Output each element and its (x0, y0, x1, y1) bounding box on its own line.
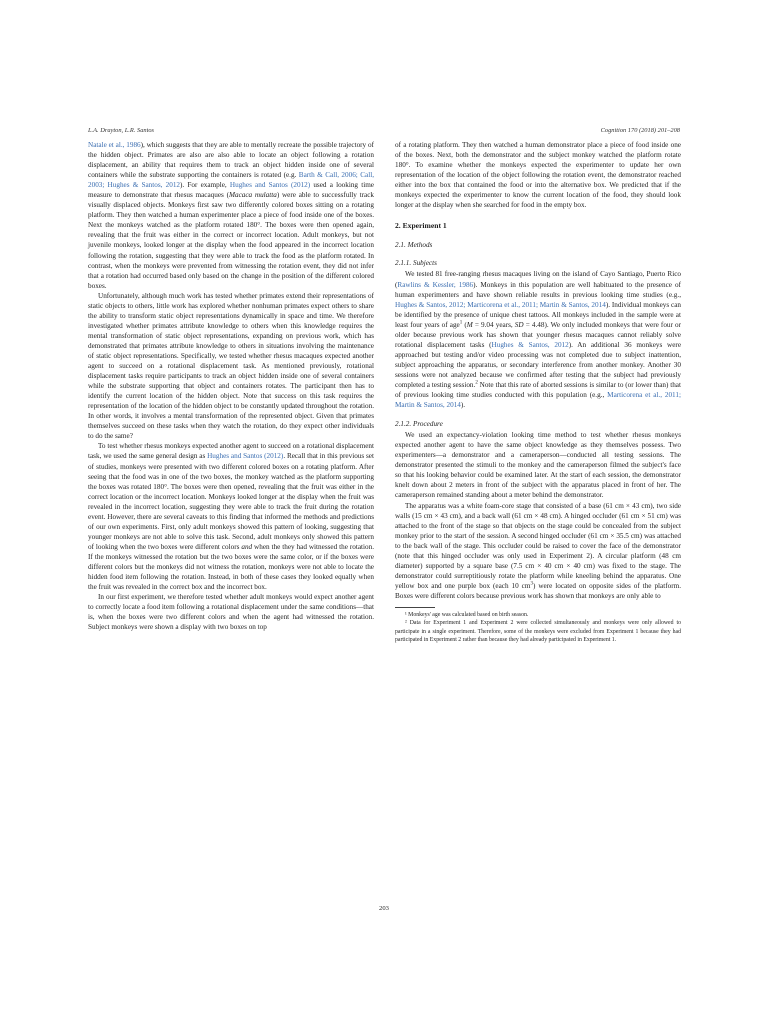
footnote-ref[interactable]: 2 (475, 380, 478, 386)
italic-text: M (466, 320, 473, 329)
page-number: 203 (379, 905, 389, 912)
italic-text: and (241, 542, 253, 551)
paragraph: Natale et al., 1986), which suggests that they are able to mentally recreate the possible trajectory of the hidden object. Primates are also are also able to locate an object following a rotation displacement, an ability that requires them to track an object hidden inside one of several containers while the substrate supporting the containers is rotated (e.g. Barth & Call, 2006; Call, 2003; Hughes & Santos, 2012). For example, Hughes and Santos (2012) used a looking time measure to demonstrate that rhesus macaques (Macaca mulatta) were able to successfully track visually displaced objects. Monkeys first saw two differently colored boxes sitting on a rotating platform. They then watched a human experimenter place a piece of food inside one of the boxes. Next the monkeys watched as the platform rotated 180°. The boxes were then opened again, revealing that the fruit was either in the correct or incorrect location. Adult monkeys, but not juvenile monkeys, looked longer at the display when the food appeared in the incorrect location following the rotation, suggesting that they were able to track the food as the platform rotated. In contrast, when the monkeys were prevented from witnessing the rotation event, they did not infer that a rotation had occurred based only based on the change in the position of the different colored boxes. (88, 141, 375, 290)
citation-link[interactable]: Rawlins & Kessler, 1986 (397, 280, 474, 289)
citation-link[interactable]: Hughes & Santos, 2012 (491, 340, 569, 349)
citation-link[interactable]: Marticorena et al., 2011; Martin & Santos, 2014 (395, 391, 681, 410)
subjects-heading: 2.1.1. Subjects (395, 259, 437, 268)
right-column (395, 140, 681, 645)
running-header-journal: Cognition 170 (2018) 201–208 (600, 127, 680, 134)
footnote: ¹ Monkeys' age was calculated based on birth season. (405, 611, 529, 618)
paragraph: The apparatus was a white foam-core stage that consisted of a base (61 cm × 43 cm), two side walls (15 cm × 43 cm), and a back wall (61 cm × 48 cm). A hinged occluder (61 cm × 51 cm) was attached to the front of the stage so that objects on the stage could be concealed from the subject monkey prior to the start of the session. A second hinged occluder (61 cm × 35.5 cm) was attached to the back wall of the stage. This occluder could be raised to cover the face of the demonstrator (note that this hinged occluder was only used in Experiment 2). A circular platform (48 cm diameter) supported by a square base (7.5 cm × 40 cm × 40 cm) was fixed to the stage. The demonstrator could surreptitiously rotate the platform while kneeling behind the apparatus. One yellow box and one purple box (each 10 $cm^3$) were located on opposite sides of the platform. Boxes were different colors because previous work has shown that monkeys are only able to (395, 501, 681, 600)
procedure-heading: 2.1.2. Procedure (395, 420, 443, 429)
footnote-ref[interactable]: 1 (459, 320, 463, 326)
citation-link[interactable]: Natale et al., 1986 (88, 141, 141, 149)
subsection-heading: 2.1. Methods (395, 241, 433, 250)
paragraph: We tested 81 free-ranging rhesus macaques living on the island of Cayo Santiago, Puerto Rico (Rawlins & Kessler, 1986). Monkeys in this population are well habituated to the presence of human experimenters and have shown reliable results in previous looking time studies (e.g., Hughes & Santos, 2012; Marticorena et al., 2011; Martin & Santos, 2014). Individual monkeys can be identified by the presence of unique chest tattoos. All monkeys included in the sample were at least four years of age$^1$ (M = 9.04 years, SD = 4.48). We only included monkeys that were four or older because previous work has shown that younger rhesus macaques cannot reliably solve rotational displacement tasks (Hughes & Santos, 2012). An additional 36 monkeys were approached but testing and/or video processing was not completed due to subject inattention, subject approaching the apparatus, or secondary interference from another monkey. Another 30 sessions were not analyzed because we confirmed after testing that the subject had previously completed a testing session.$^2$ Note that this rate of aborted sessions is similar to (or lower than) that of previous looking time studies conducted with this population (e.g., Marticorena et al., 2011; Martin & Santos, 2014). (395, 270, 682, 410)
paragraph: To test whether rhesus monkeys expected another agent to succeed on a rotational displacement task, we used the same general design as Hughes and Santos (2012). Recall that in this previous set of studies, monkeys were presented with two different colored boxes on a rotating platform. After seeing that the food was in one of the two boxes, the monkey watched as the platform supporting the boxes was rotated 180°. The boxes were then opened, revealing that the fruit was either in the correct location or the incorrect location. Monkeys looked longer at the display when the fruit was revealed in the incorrect location, suggesting they were able to track the fruit during the rotation event. However, there are several caveats to this finding that informed the methods and predictions of our own experiments. First, only adult monkeys showed this pattern of looking, suggesting that younger monkeys are not able to solve this task. Second, adult monkeys only showed this pattern of looking when the two boxes were different colors and when the they had witnessed the rotation. If the monkeys witnessed the rotation but the two boxes were the same color, or if the boxes were different colors but the monkeys did not witness the rotation, monkeys were not able to locate the hidden food item following the rotation. Instead, in both of these cases they looked equally when the fruit was revealed in the correct box and the incorrect box. (88, 442, 374, 592)
paragraph: Unfortunately, although much work has tested whether primates extend their representations of static objects to others, little work has explored whether nonhuman primates expect others to share the ability to transform static object representations dynamically in space and time. We therefore investigated whether primates attribute knowledge to others when this knowledge requires the mental transformation of static object representations, expanding on previous work, which has demonstrated that primates attribute knowledge to others in situations involving the maintenance of static object representations. Specifically, we tested whether rhesus macaques expected another agent to succeed on a rotational displacement task. As mentioned previously, rotational displacement tasks require participants to track an object hidden inside one of several containers while the substrate supporting that object and containers rotates. The participant then has to identify the current location of the hidden object. Note that success on this task requires the representation of the location of the hidden object to be constantly updated throughout the rotation. In other words, it involves a mental transformation of the represented object. Given that primates themselves succeed on these tasks when they watch the rotation, do they expect other individuals to do the same? (88, 291, 374, 441)
footnote-ref[interactable]: 3 (530, 581, 533, 587)
left-column (88, 140, 374, 632)
italic-text: SD (514, 320, 524, 329)
paragraph: In our first experiment, we therefore tested whether adult monkeys would expect another agent to correctly locate a food item following a rotational displacement under the same conditions—that is, when the boxes were two different colors and when the agent had witnessed the rotation. Subject monkeys were shown a display with two boxes on top (88, 593, 374, 632)
running-header-authors: L.A. Drayton, L.R. Santos (88, 127, 155, 134)
citation-link[interactable]: Hughes and Santos (2012) (229, 181, 311, 190)
footnote-rule (395, 607, 435, 608)
footnote: ² Data for Experiment 1 and Experiment 2 were collected simultaneously and monkeys were only allowed to participate in a single experiment. Therefore, some of the monkeys were excluded from Experiment 1 because they had participated in Experiment 2 rather than because they had already participated in Experiment 1. (395, 620, 681, 644)
citation-link[interactable]: Hughes & Santos, 2012; Marticorena et al., 2011; Martin & Santos, 2014 (395, 300, 606, 309)
paragraph: We used an expectancy-violation looking time method to test whether rhesus monkeys expected another agent to have the same object knowledge as they themselves possess. Two experimenters—a demonstrator and a cameraperson—conducted all testing sessions. The demonstrator presented the stimuli to the monkey and the cameraperson filmed the subject's face so that his looking behavior could be examined later. At the start of each session, the demonstrator knelt down about 2 meters in front of the subject with the apparatus placed in front of her. The cameraperson remained standing about a meter behind the demonstrator. (395, 431, 681, 500)
section-heading: 2. Experiment 1 (395, 221, 447, 231)
citation-link[interactable]: Barth & Call, 2006; Call, 2003; Hughes & Santos, 2012 (88, 171, 375, 190)
citation-link[interactable]: Hughes and Santos (2012) (207, 452, 284, 461)
paragraph: of a rotating platform. They then watched a human demonstrator place a piece of food inside one of the boxes. Next, both the demonstrator and the subject monkey watched the platform rotate 180°. To examine whether the monkeys expected the experimenter to update her own representation of the location of the object following the rotation event, the demonstrator reached either into the box that contained the food or into the alternative box. We predicted that if the monkeys expected the experimenter to know the current location of the food, they should look longer at the display when she searched for food in the empty box. (395, 141, 681, 210)
italic-text: Macaca mulatta (229, 191, 277, 200)
